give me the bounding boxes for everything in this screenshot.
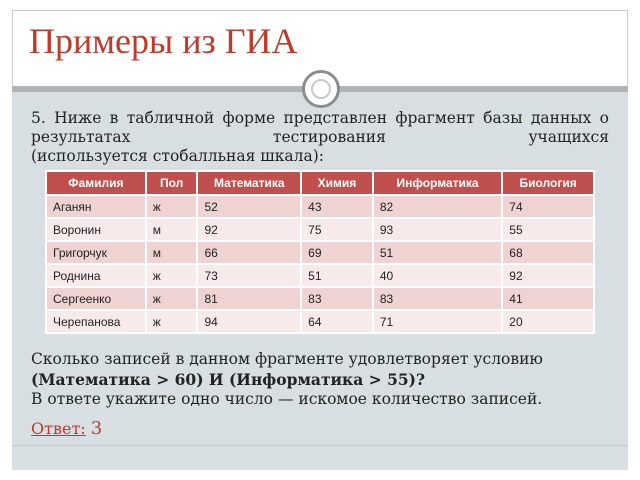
question-instruction: В ответе укажите одно число — искомое количество записей. [31,390,543,408]
table-cell: 66 [197,241,301,264]
table-cell: Аганян [46,195,146,218]
table-cell: ж [146,310,198,333]
answer-line [31,418,102,439]
table-header-row [46,171,594,195]
table-row [46,264,594,287]
table-cell: 20 [502,310,594,333]
header-cell: Фамилия [46,171,146,195]
circle-ornament-inner [311,79,331,99]
header-cell: Химия [301,171,373,195]
results-table [45,170,595,334]
table-cell: 55 [502,218,594,241]
table-cell: 40 [373,264,502,287]
header-cell: Пол [146,171,198,195]
table-cell: ж [146,195,198,218]
table-cell: 51 [301,264,373,287]
table-cell: Григорчук [46,241,146,264]
table-cell: ж [146,287,198,310]
header-cell: Информатика [373,171,502,195]
table-cell: 75 [301,218,373,241]
table-cell: 68 [502,241,594,264]
answer-label: Ответ: [31,419,86,438]
question-condition: (Математика > 60) И (Информатика > 55)? [31,370,426,389]
table-cell: 64 [301,310,373,333]
table-cell: 73 [197,264,301,287]
table-cell: 69 [301,241,373,264]
task-paragraph: 5. Ниже в табличной форме представлен фрагмент базы данных о результатах тестирования учащихся [31,109,609,146]
table-cell: 71 [373,310,502,333]
table-cell: 43 [301,195,373,218]
table-cell: Сергеенко [46,287,146,310]
answer-value: 3 [90,418,103,439]
table-cell: 83 [301,287,373,310]
table-cell: Черепанова [46,310,146,333]
table-row [46,241,594,264]
table-row [46,287,594,310]
table-cell: 74 [502,195,594,218]
table-cell: Воронин [46,218,146,241]
slide-title: Примеры из ГИА [29,21,298,61]
table-cell: 82 [373,195,502,218]
table-cell: 92 [197,218,301,241]
table-cell: 83 [373,287,502,310]
table-cell: 81 [197,287,301,310]
table-cell: 52 [197,195,301,218]
table-cell: 93 [373,218,502,241]
task-paragraph-end: (используется стобалльная шкала): [31,147,324,165]
table-cell: 92 [502,264,594,287]
footer-band [12,445,628,470]
table-cell: 94 [197,310,301,333]
circle-ornament-icon [302,70,340,108]
header-cell: Биология [502,171,594,195]
table-cell: 41 [502,287,594,310]
table-cell: 51 [373,241,502,264]
table-cell: м [146,241,198,264]
table-row [46,218,594,241]
header-cell: Математика [197,171,301,195]
table-cell: Роднина [46,264,146,287]
table-row [46,310,594,333]
table-cell: ж [146,264,198,287]
table-cell: м [146,218,198,241]
question-text: Сколько записей в данном фрагменте удовлетворяет условию [31,350,543,368]
table-row [46,195,594,218]
